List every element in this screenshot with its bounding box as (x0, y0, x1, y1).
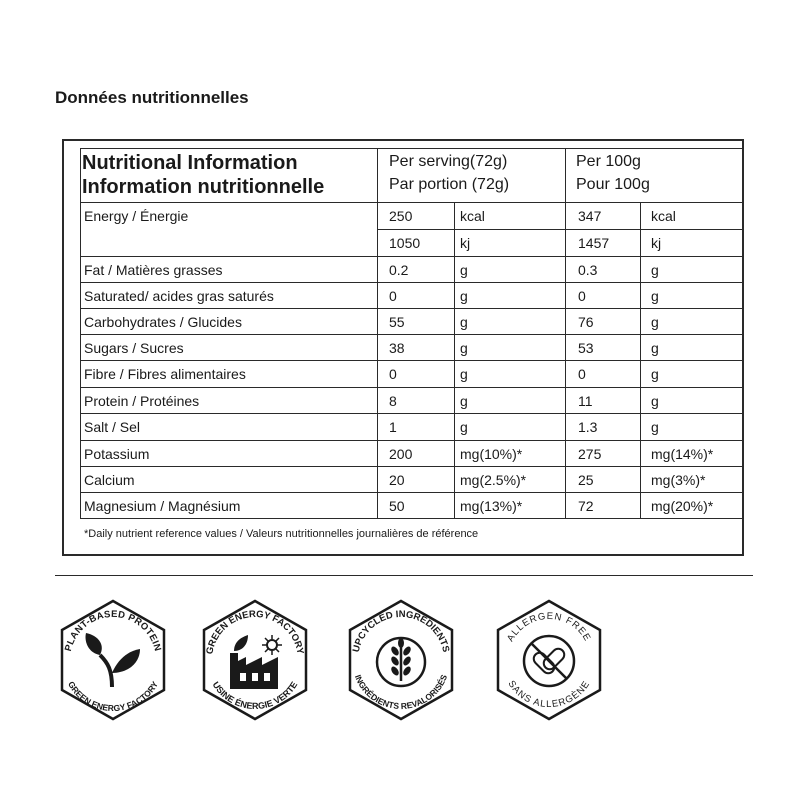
badge-plant-bottom-text: GREEN ENERGY FACTORY (65, 679, 161, 714)
table-title-fr: Information nutritionnelle (82, 176, 325, 198)
per-serving-value: 200 (389, 446, 413, 462)
per-serving-unit: g (460, 419, 468, 435)
per-serving-value: 50 (389, 498, 405, 514)
per-serving-value: 55 (389, 314, 405, 330)
per-100g-unit: mg(14%)* (651, 446, 714, 462)
per-100g-header-fr: Pour 100g (576, 176, 650, 193)
badge-allergen-top-text: ALLERGEN FREE (505, 610, 593, 644)
badge-green-energy (190, 595, 320, 725)
allergen-free-icon (524, 636, 574, 686)
per-serving-unit: g (460, 393, 468, 409)
nutrient-label: Energy / Énergie (84, 208, 189, 224)
svg-text:SANS ALLERGÈNE (505, 679, 592, 710)
per-serving-unit: g (460, 288, 468, 304)
badge-plant-top-text: PLANT-BASED PROTEIN (62, 608, 164, 653)
per-serving-unit: kj (460, 235, 471, 251)
per-100g-value: 25 (578, 472, 594, 488)
svg-text:ALLERGEN FREE (505, 611, 593, 644)
per-serving-unit: kcal (460, 208, 485, 224)
table-outer-border (80, 148, 81, 518)
per-serving-unit: g (460, 262, 468, 278)
svg-text:PLANT-BASED PROTEIN (63, 609, 163, 653)
section-divider (55, 575, 753, 576)
per-serving-value: 1 (389, 419, 397, 435)
table-column-divider (565, 148, 566, 518)
nutrient-label: Fibre / Fibres alimentaires (84, 366, 246, 382)
nutrient-label: Salt / Sel (84, 419, 141, 435)
per-serving-value: 0 (389, 366, 397, 382)
table-top-border (80, 148, 743, 149)
per-100g-value: 1457 (578, 235, 610, 251)
per-100g-value: 1.3 (578, 419, 598, 435)
nutrient-label: Calcium (84, 472, 135, 488)
per-100g-value: 347 (578, 208, 602, 224)
per-serving-unit: mg(2.5%)* (460, 472, 527, 488)
per-100g-value: 0.3 (578, 262, 598, 278)
svg-text:GREEN ENERGY FACTORY (204, 609, 305, 656)
badge-allergen-free (484, 595, 614, 725)
nutrient-label: Fat / Matières grasses (84, 262, 223, 278)
page-heading: Données nutritionnelles (55, 88, 249, 107)
per-serving-value: 0 (389, 288, 397, 304)
table-title-en: Nutritional Information (82, 152, 298, 174)
leaf-icon (86, 633, 140, 687)
per-100g-unit: kj (651, 235, 662, 251)
per-100g-unit: g (651, 288, 659, 304)
table-row-divider (80, 360, 743, 361)
table-row-divider (80, 202, 743, 203)
table-row-divider (80, 282, 743, 283)
per-serving-value: 250 (389, 208, 413, 224)
per-100g-unit: g (651, 393, 659, 409)
per-serving-unit: mg(10%)* (460, 446, 523, 462)
per-serving-header-en: Per serving(72g) (389, 153, 508, 170)
per-100g-unit: mg(3%)* (651, 472, 706, 488)
badge-plant-based (48, 595, 178, 725)
per-serving-value: 8 (389, 393, 397, 409)
per-100g-value: 275 (578, 446, 602, 462)
nutrient-label: Magnesium / Magnésium (84, 498, 241, 514)
per-serving-unit: g (460, 340, 468, 356)
footnote: *Daily nutrient reference values / Valeurs nutritionnelles journalières de référence (84, 528, 479, 540)
per-serving-value: 1050 (389, 235, 421, 251)
per-100g-unit: g (651, 419, 659, 435)
per-100g-header-en: Per 100g (576, 153, 641, 170)
nutrient-label: Carbohydrates / Glucides (84, 314, 242, 330)
per-100g-value: 0 (578, 288, 586, 304)
table-row-divider (80, 440, 743, 441)
per-100g-value: 72 (578, 498, 594, 514)
per-serving-unit: g (460, 314, 468, 330)
per-100g-unit: g (651, 262, 659, 278)
per-100g-value: 0 (578, 366, 586, 382)
badge-upcycled-bottom-text: INGRÉDIENTS REVALORISÉS (352, 673, 450, 712)
nutrient-label: Protein / Protéines (84, 393, 200, 409)
per-100g-unit: g (651, 340, 659, 356)
table-row-divider (80, 413, 743, 414)
table-row-divider (80, 466, 743, 467)
per-100g-unit: g (651, 366, 659, 382)
per-serving-value: 38 (389, 340, 405, 356)
nutrient-label: Potassium (84, 446, 150, 462)
nutrient-label: Saturated/ acides gras saturés (84, 288, 274, 304)
table-row-divider (80, 308, 743, 309)
per-100g-unit: kcal (651, 208, 676, 224)
badge-upcycled (336, 595, 466, 725)
badge-energy-bottom-text: USINE ÉNERGIE VERTE (210, 679, 300, 711)
table-outer-border (743, 148, 744, 518)
per-serving-unit: g (460, 366, 468, 382)
badge-upcycled-top-text: UPCYCLED INGREDIENTS (350, 608, 452, 654)
table-row-divider (377, 229, 743, 230)
nutrient-label: Sugars / Sucres (84, 340, 184, 356)
badge-energy-top-text: GREEN ENERGY FACTORY (204, 608, 306, 656)
per-100g-value: 11 (578, 393, 593, 409)
per-100g-unit: g (651, 314, 659, 330)
wheat-icon (377, 638, 425, 686)
per-100g-unit: mg(20%)* (651, 498, 714, 514)
factory-icon (230, 635, 282, 689)
table-row-divider (80, 492, 743, 493)
per-serving-unit: mg(13%)* (460, 498, 523, 514)
table-column-divider (377, 148, 378, 518)
table-row-divider (80, 334, 743, 335)
per-serving-header-fr: Par portion (72g) (389, 176, 510, 193)
table-row-divider (80, 387, 743, 388)
per-100g-value: 76 (578, 314, 594, 330)
per-serving-value: 20 (389, 472, 405, 488)
table-row-divider (80, 518, 743, 519)
per-100g-value: 53 (578, 340, 594, 356)
per-serving-value: 0.2 (389, 262, 409, 278)
badge-allergen-bottom-text: SANS ALLERGÈNE (505, 678, 593, 711)
table-row-divider (80, 256, 743, 257)
